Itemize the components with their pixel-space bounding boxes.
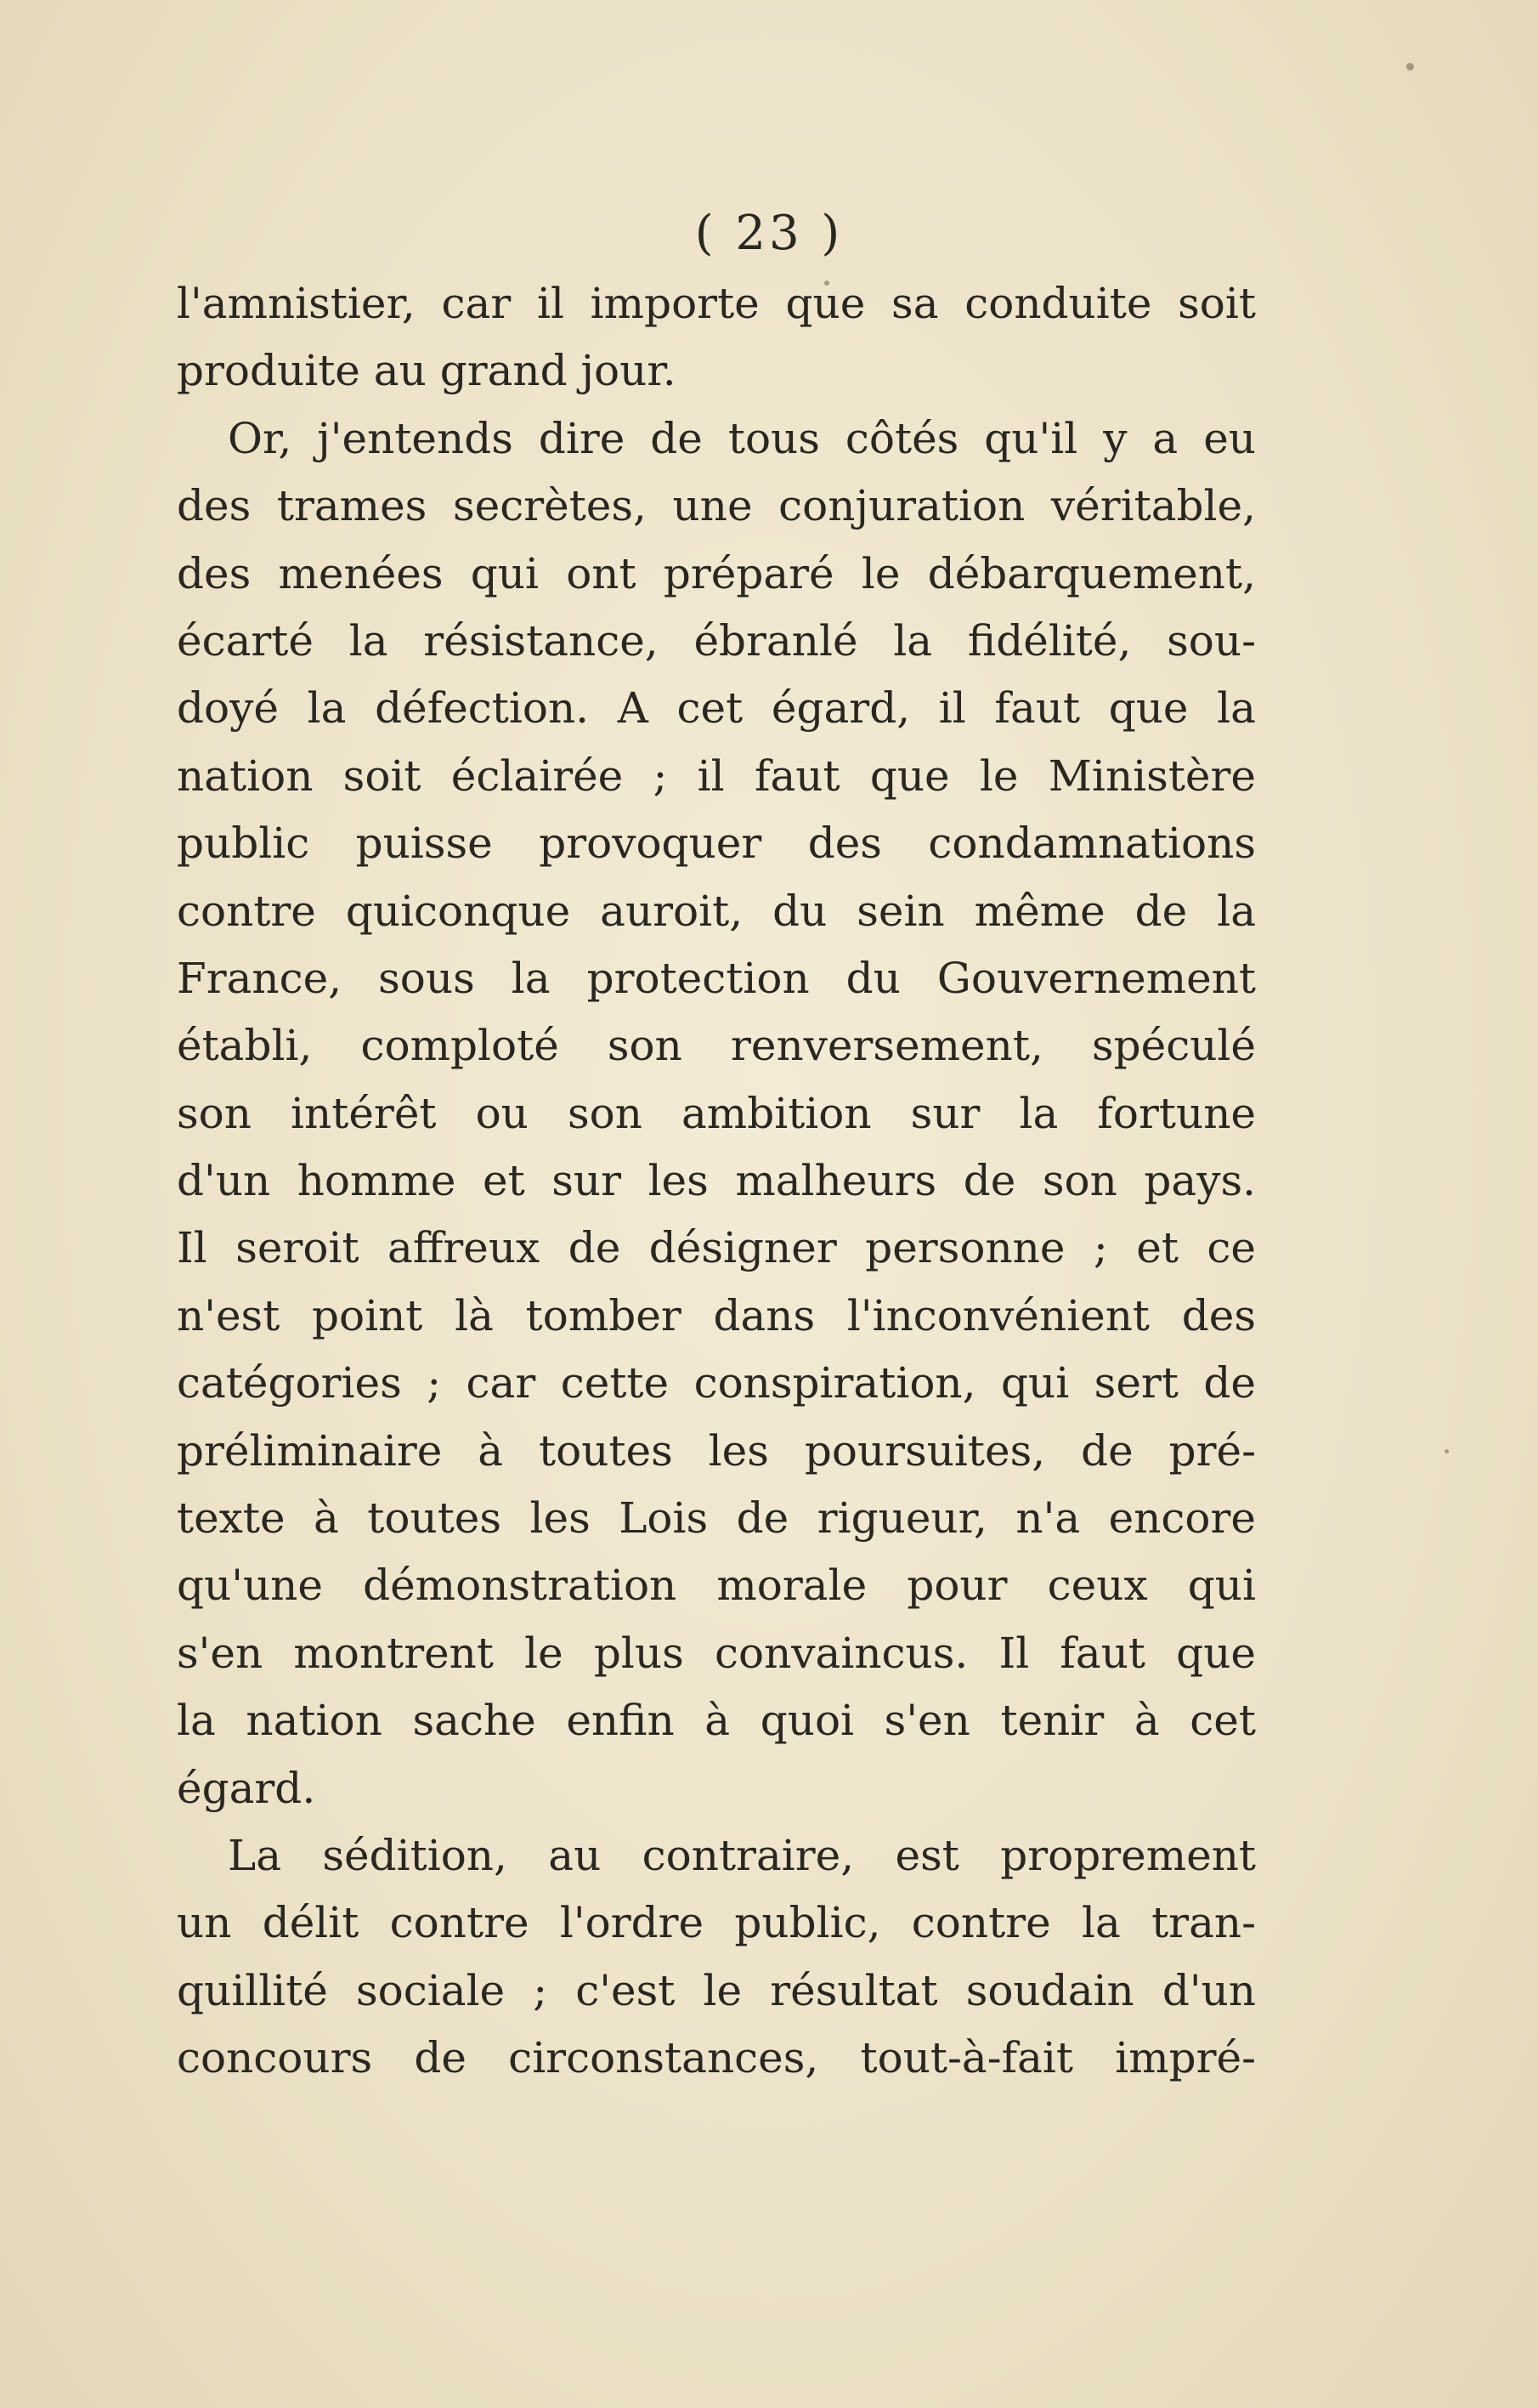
text-line: des trames secrètes, une conjuration véritable,	[177, 481, 1256, 531]
text-line: écarté la résistance, ébranlé la fidélité, sou-	[177, 615, 1256, 666]
text-line: la nation sache enfin à quoi s'en tenir à cet	[177, 1696, 1256, 1746]
text-line: texte à toutes les Lois de rigueur, n'a encore	[177, 1493, 1256, 1544]
text-line: n'est point là tomber dans l'inconvénient des	[177, 1290, 1256, 1340]
page-number: ( 23 )	[694, 206, 844, 261]
text-line: France, sous la protection du Gouvernement	[177, 953, 1256, 1003]
text-line: public puisse provoquer des condamnations	[177, 819, 1256, 869]
text-line: égard.	[177, 1763, 316, 1813]
text-line: Il seroit affreux de désigner personne ; et ce	[177, 1223, 1256, 1273]
text-line: s'en montrent le plus convaincus. Il faut que	[177, 1628, 1256, 1678]
text-line: doyé la défection. A cet égard, il faut que la	[177, 683, 1256, 734]
text-line: préliminaire à toutes les poursuites, de pré-	[177, 1425, 1256, 1476]
body-text	[177, 270, 1256, 2093]
paper-speck	[1406, 63, 1414, 71]
text-line: contre quiconque auroit, du sein même de la	[177, 886, 1256, 936]
text-line: produite au grand jour.	[177, 346, 676, 396]
text-line: La sédition, au contraire, est proprement	[228, 1830, 1256, 1880]
text-line: un délit contre l'ordre public, contre la tran-	[177, 1898, 1256, 1948]
text-line: l'amnistier, car il importe que sa conduite soit	[177, 279, 1256, 328]
text-line: établi, comploté son renversement, spéculé	[177, 1021, 1256, 1071]
text-line: quillité sociale ; c'est le résultat soudain d'un	[177, 1965, 1256, 2015]
text-line: catégories ; car cette conspiration, qui sert de	[177, 1358, 1256, 1408]
text-line: Or, j'entends dire de tous côtés qu'il y a eu	[228, 413, 1256, 463]
text-line: son intérêt ou son ambition sur la fortune	[177, 1088, 1256, 1138]
text-line: nation soit éclairée ; il faut que le Ministère	[177, 751, 1256, 801]
paper-speck	[1445, 1449, 1449, 1453]
text-line: qu'une démonstration morale pour ceux qui	[177, 1561, 1256, 1611]
text-line: d'un homme et sur les malheurs de son pays.	[177, 1156, 1256, 1206]
text-line: des menées qui ont préparé le débarquement,	[177, 548, 1256, 598]
text-line: concours de circonstances, tout-à-fait impré-	[177, 2033, 1256, 2083]
